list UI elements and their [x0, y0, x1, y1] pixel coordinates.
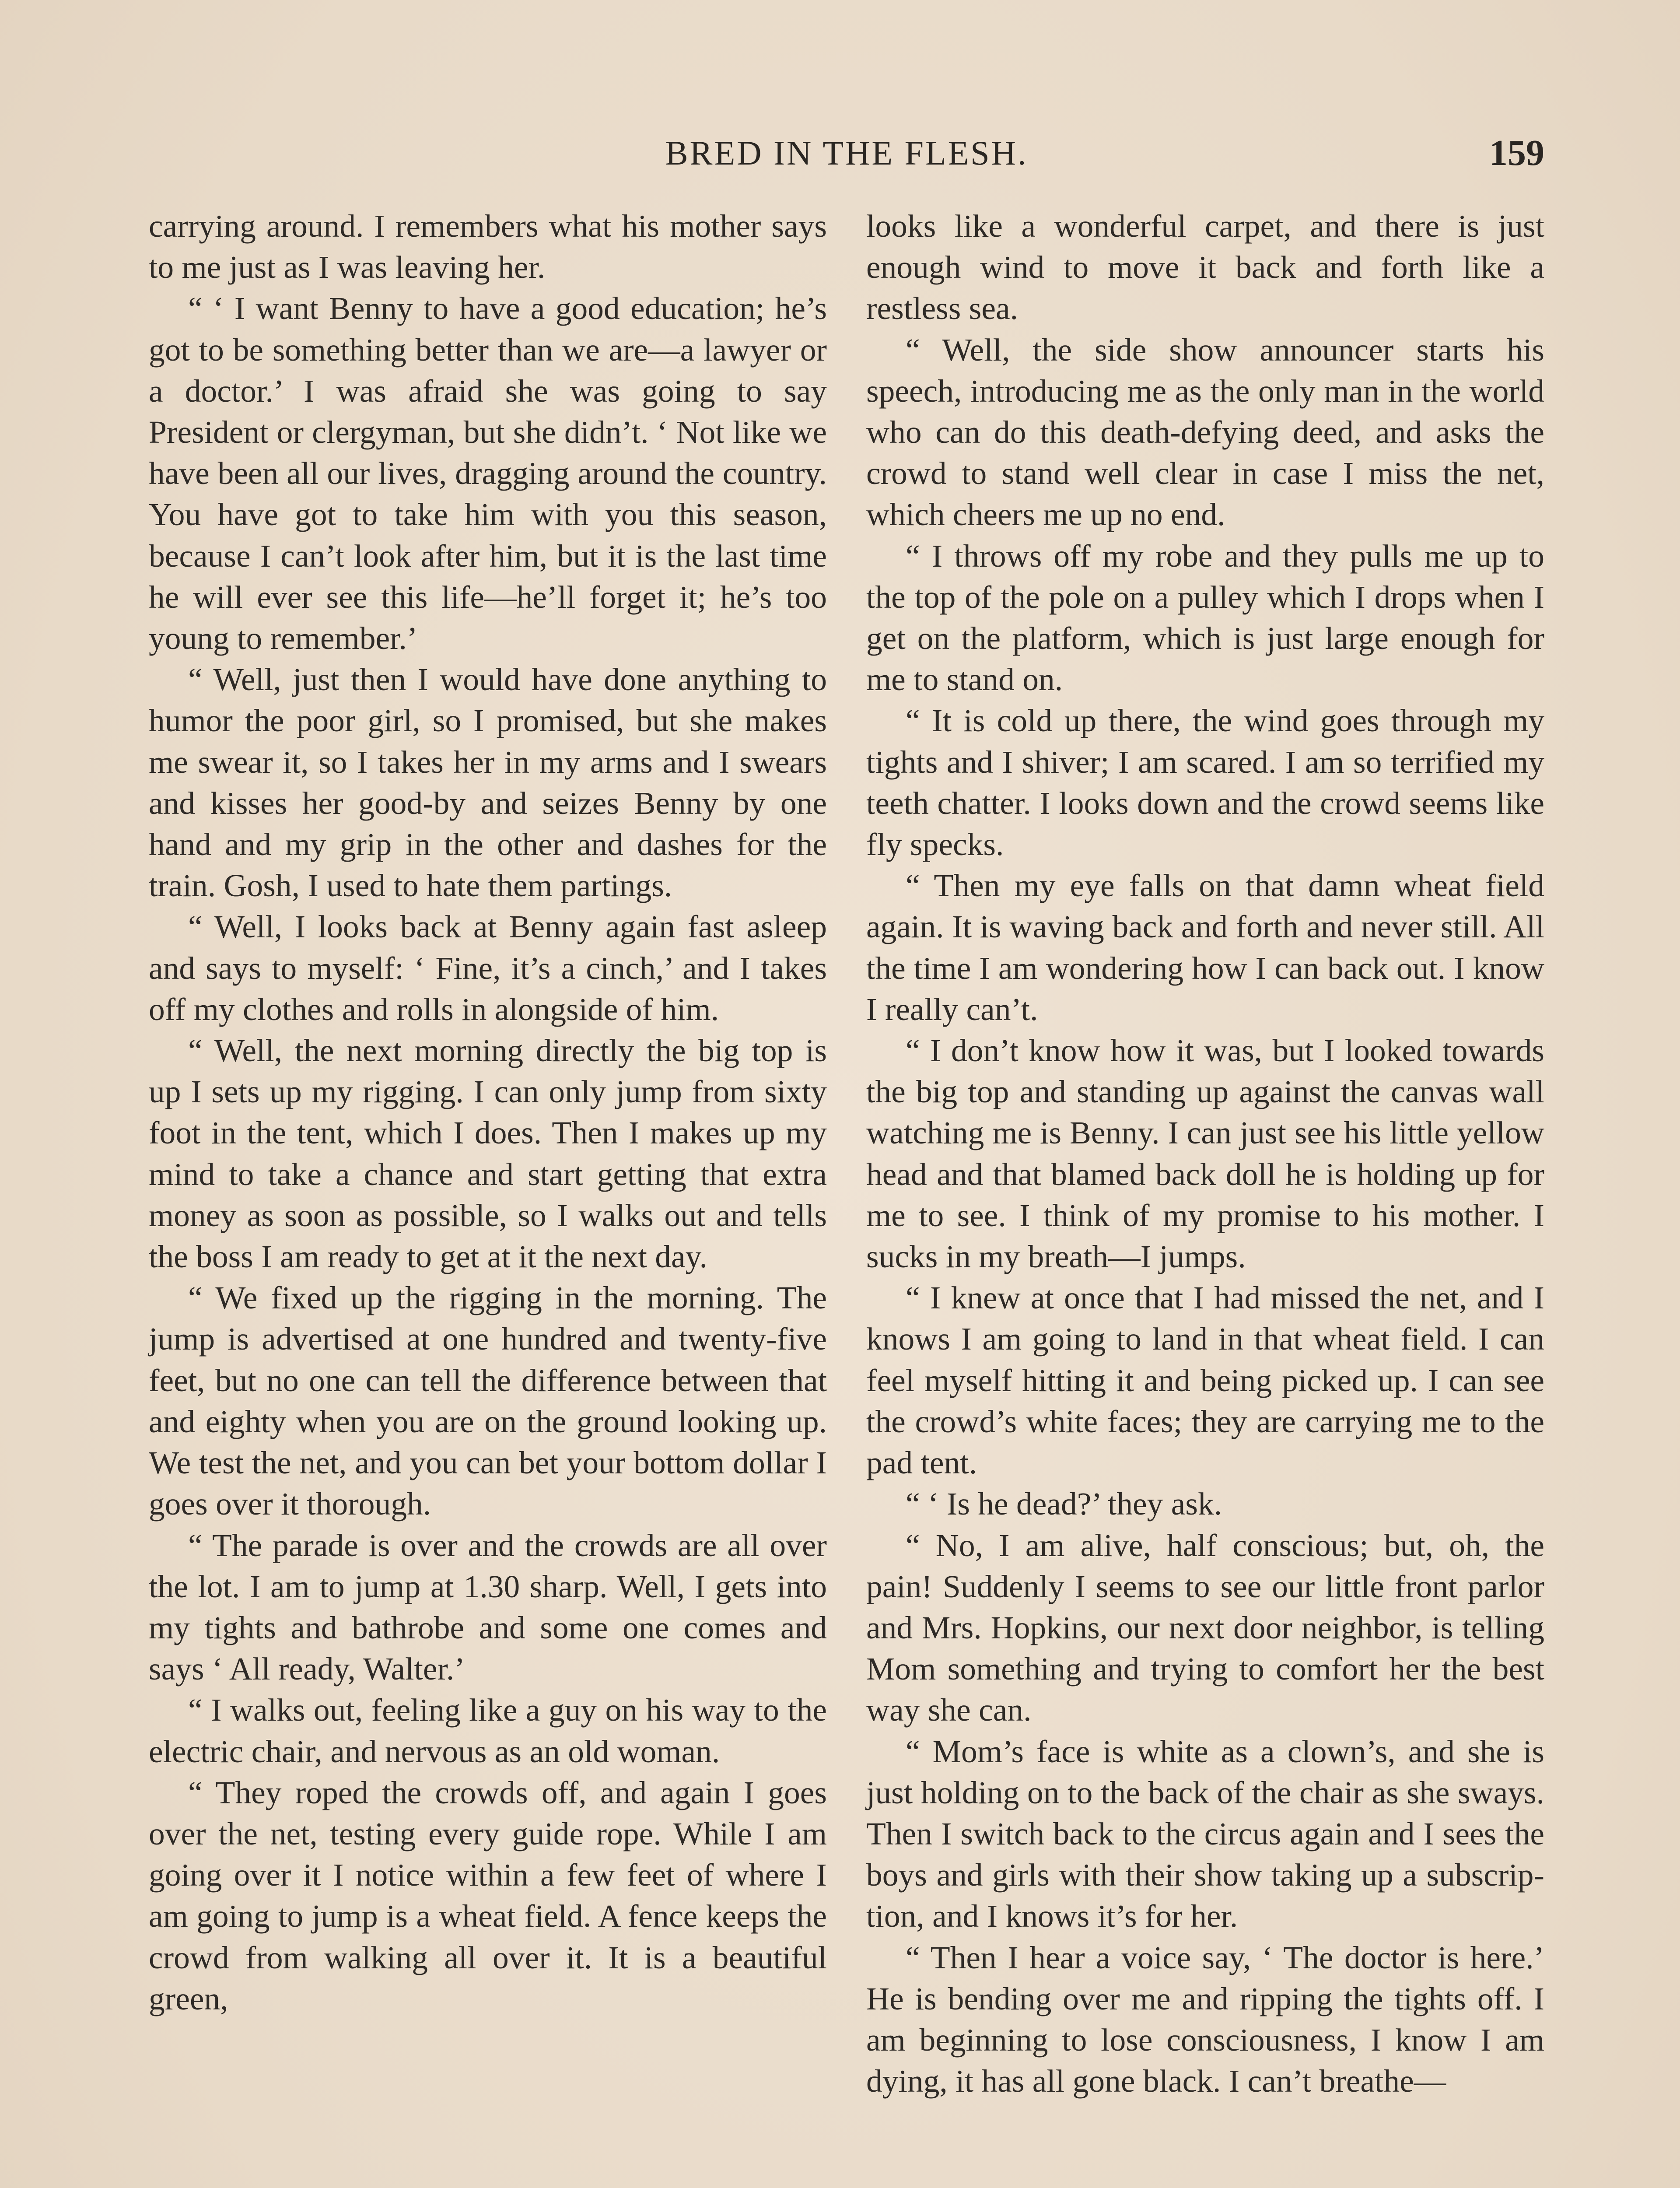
paragraph: “ Mom’s face is white as a clown’s, and she is just holding on to the back of the chair as she sways. Then I switch back to the circus again and I sees the boys and girls with their show taking up a subscription, and I knows it’s for her.	[866, 1733, 1544, 1934]
paragraph: “ ‘ Is he dead?’ they ask.	[906, 1486, 1222, 1522]
paragraph: “ Then my eye falls on that damn wheat field again. It is waving back and forth and never still. All the time I am wondering how I can back out. I know I really can’t.	[866, 868, 1544, 1027]
paragraph: “ Well, I looks back at Benny again fast asleep and says to myself: ‘ Fine, it’s a cinch,’ and I takes off my clothes and rolls in alongside of him.	[149, 909, 827, 1027]
paragraph: “ No, I am alive, half conscious; but, oh, the pain! Suddenly I seems to see our little front parlor and Mrs. Hopkins, our next door neighbor, is telling Mom something and trying to comfort her the best way she can.	[866, 1527, 1544, 1728]
paragraph: looks like a wonderful carpet, and there is just enough wind to move it back and forth like a restless sea.	[866, 208, 1544, 326]
paragraph: “ Then I hear a voice say, ‘ The doctor is here.’ He is bending over me and ripping the tights off. I am beginning to lose consciousness, I know I am dying, it has all gone black. I can’t breathe—	[866, 1939, 1544, 2099]
page-header	[149, 129, 1544, 177]
paragraph: carrying around. I remembers what his mother says to me just as I was leaving her.	[149, 208, 827, 285]
paragraph: “ The parade is over and the crowds are all over the lot. I am to jump at 1.30 sharp. Well, I gets into my tights and bathrobe and some one comes and says ‘ All ready, Walter.’	[149, 1527, 827, 1687]
paragraph: “ They roped the crowds off, and again I goes over the net, testing every guide rope. While I am going over it I notice within a few feet of where I am going to jump is a wheat field. A fence keeps the crowd from walking all over it. It is a beautiful green,	[149, 1774, 827, 2016]
paragraph: “ Well, the side show announcer starts his speech, introducing me as the only man in the world who can do this death-defying deed, and asks the crowd to stand well clear in case I miss the net, which cheers me up no end.	[866, 332, 1544, 533]
right-text-column	[866, 206, 1544, 2102]
paragraph: “ I walks out, feeling like a guy on his way to the electric chair, and nervous as an old woman.	[149, 1692, 827, 1769]
paragraph: “ Well, the next morning directly the big top is up I sets up my rigging. I can only jump from sixty foot in the tent, which I does. Then I makes up my mind to take a chance and start getting that extra money as soon as possible, so I walks out and tells the boss I am ready to get at it the next day.	[149, 1033, 827, 1275]
paragraph: “ We fixed up the rigging in the morning. The jump is advertised at one hundred and twenty-five feet, but no one can tell the difference between that and eighty when you are on the ground looking up. We test the net, and you can bet your bottom dollar I goes over it thorough.	[149, 1280, 827, 1522]
paragraph: “ Well, just then I would have done anything to humor the poor girl, so I promised, but she makes me swear it, so I takes her in my arms and I swears and kisses her good-by and seizes Benny by one hand and my grip in the other and dashes for the train. Gosh, I used to hate them partings.	[149, 662, 827, 904]
paragraph: “ ‘ I want Benny to have a good education; he’s got to be something better than we are—a lawyer or a doctor.’ I was afraid she was going to say President or clergyman, but she didn’t. ‘ Not like we have been all our lives, dragging around the country. You have got to take him with you this season, because I can’t look after him, but it is the last time he will ever see this life—he’ll forget it; he’s too young to remember.’	[149, 291, 827, 656]
page-number: 159	[1489, 133, 1544, 173]
left-text-column	[149, 206, 827, 2020]
paragraph: “ It is cold up there, the wind goes through my tights and I shiver; I am scared. I am so terrified my teeth chatter. I looks down and the crowd seems like fly specks.	[866, 703, 1544, 863]
paragraph: “ I don’t know how it was, but I looked towards the big top and standing up against the canvas wall watching me is Benny. I can just see his little yellow head and that blamed back doll he is holding up for me to see. I think of my promise to his mother. I sucks in my breath—I jumps.	[866, 1033, 1544, 1275]
paragraph: “ I knew at once that I had missed the net, and I knows I am going to land in that wheat field. I can feel myself hitting it and being picked up. I can see the crowd’s white faces; they are carrying me to the pad tent.	[866, 1280, 1544, 1481]
paragraph: “ I throws off my robe and they pulls me up to the top of the pole on a pulley which I drops when I get on the platform, which is just large enough for me to stand on.	[866, 538, 1544, 698]
running-title: BRED IN THE FLESH.	[665, 134, 1028, 172]
